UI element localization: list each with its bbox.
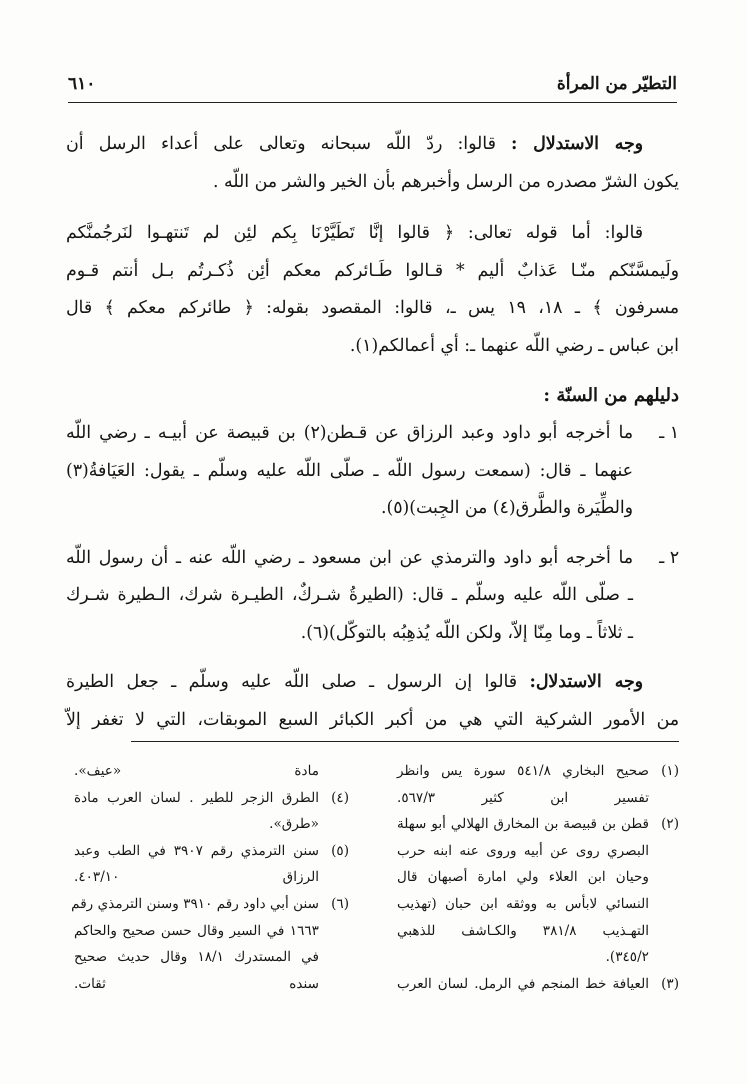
footnote-line: تفسير ابن كثير ٥٦٧/٣. <box>397 789 649 806</box>
footnotes-right-column <box>397 758 679 997</box>
paragraph-quran-quote <box>66 215 679 365</box>
evidence-label: وجه الاستدلال : <box>511 134 643 154</box>
main-text <box>66 126 679 753</box>
footnote <box>397 971 679 998</box>
footnote-line: وحيان ابن العلاء ولي امارة أصبهان قال <box>397 869 649 886</box>
footnote <box>397 811 679 971</box>
item-line: والطِّيَرة والطَّرق(٤) من الجِبت)(٥). <box>380 498 633 518</box>
section-heading: دليلهم من السنّة : <box>543 385 679 406</box>
footnote-number: (٥) <box>331 842 349 859</box>
footnote-line: ١٦٦٣ في السير وقال حسن صحيح والحاكم <box>74 922 319 939</box>
item-line: ـ صلّى اللّه عليه وسلّم ـ قال: (الطيرةُ شـركٌ، الطيـرة شرك، الـطيرة شـرك <box>66 585 633 605</box>
footnote-number: (٣) <box>661 975 679 992</box>
footnote-line: سنده ثقات. <box>74 975 319 992</box>
footnote <box>71 891 349 997</box>
footnote <box>74 838 349 891</box>
footnote-line: البصري روى عن أبيه وروى عنه ابنه حرب <box>397 842 649 859</box>
footnotes-left-column <box>71 758 349 997</box>
footnote-number: (٤) <box>331 789 349 806</box>
footnote-line: التهـذيب ٣٨١/٨ والكـاشف للذهبي <box>397 922 649 939</box>
item-line: ـ ثلاثاً ـ وما مِنّا إلاّ، ولكن اللّه يُذهِبُه بالتوكّل)(٦). <box>300 622 633 643</box>
footnote-line: قطن بن قبيصة بن المخارق الهلالي أبو سهلة <box>397 816 649 833</box>
paragraph-line: قالوا إن الرسول ـ صلى اللّه عليه وسلّم ـ جعل الطيرة <box>66 672 518 692</box>
item-line: ما أخرجه أبو داود والترمذي عن ابن مسعود ـ رضي اللّه عنه ـ أن رسول اللّه <box>66 547 633 568</box>
footnote-number: (٢) <box>661 816 679 833</box>
paragraph-evidence-2 <box>66 664 679 739</box>
footnote-line: صحيح البخاري ٥٤١/٨ سورة يس وانظر <box>397 763 650 779</box>
evidence-label: وجه الاستدلال: <box>529 672 644 692</box>
paragraph-line: ولَيمسَّنّكم منّـا عَذابٌ أليم * قـالوا طَـائركم معكم أئِن ذُكـرتُم بـل أنتم قـوم <box>66 260 679 281</box>
footnote-number: (٦) <box>331 895 349 912</box>
list-item <box>66 540 679 653</box>
footnote-line: سنن الترمذي رقم ٣٩٠٧ في الطب وعبد <box>74 842 319 859</box>
footnote-line: ٣٤٥/٢). <box>605 949 649 966</box>
item-line: عنهما ـ قال: (سمعت رسول اللّه ـ صلّى اللّه عليه وسلّم ـ يقول: العَيَافةُ(٣) <box>66 460 633 481</box>
paragraph-line: قالوا: ردّ اللّه سبحانه وتعالى على أعداء الرسل أن <box>66 134 496 154</box>
page-header <box>68 72 677 103</box>
footnote-line: الرزاق ٤٠٣/١٠. <box>74 869 319 886</box>
item-number: ١ ـ <box>659 423 679 443</box>
footnote-line: «طرق». <box>269 816 319 833</box>
footnote-line: سنن أبي داود رقم ٣٩١٠ وسنن الترمذي رقم <box>71 895 319 912</box>
footnote <box>74 785 349 838</box>
running-title: التطيّر من المرأة <box>556 74 677 94</box>
footnote-divider <box>131 741 679 742</box>
item-line: ما أخرجه أبو داود وعبد الرزاق عن قـطن(٢) بن قبيصة عن أبيـه ـ رضي اللّه <box>66 423 634 443</box>
footnote-continuation <box>74 758 349 785</box>
paragraph-line: من الأمور الشركية التي هي من أكبر الكبائر السبع الموبقات، التي لا تغفر إلاّ <box>66 709 679 730</box>
footnote-line: النسائي لابأس به ووثقه ابن حبان (تهذيب <box>397 895 649 912</box>
item-number: ٢ ـ <box>659 547 679 568</box>
footnote-line: العيافة خط المنجم في الرمل. لسان العرب <box>397 975 649 992</box>
footnote <box>397 758 679 811</box>
list-item <box>66 415 679 528</box>
paragraph-evidence-1 <box>66 126 679 201</box>
paragraph-line: مسرفون ﴾ ـ ١٨، ١٩ يس ـ، قالوا: المقصود بقوله: ﴿ طائركم معكم ﴾ قال <box>66 298 679 318</box>
paragraph-line: ابن عباس ـ رضي اللّه عنهما ـ: أي أعمالكم(١). <box>349 335 679 356</box>
footnote-number: (١) <box>661 763 679 779</box>
footnote-line: مادة «عيف». <box>74 763 319 779</box>
footnote-line: الطرق الزجر للطير . لسان العرب مادة <box>74 789 319 806</box>
page-number: ٦١٠ <box>68 74 96 94</box>
paragraph-line: يكون الشرّ مصدره من الرسل وأخبرهم بأن الخير والشر من اللّه . <box>213 171 679 192</box>
paragraph-line: قالوا: أما قوله تعالى: ﴿ قالوا إنَّا تَطَيَّرْنَا بِكم لئِن لم تَنتهـوا لنَرجُمنَّكم <box>66 223 643 243</box>
footnote-line: في المستدرك ١٨/١ وقال حديث صحيح <box>74 949 319 966</box>
